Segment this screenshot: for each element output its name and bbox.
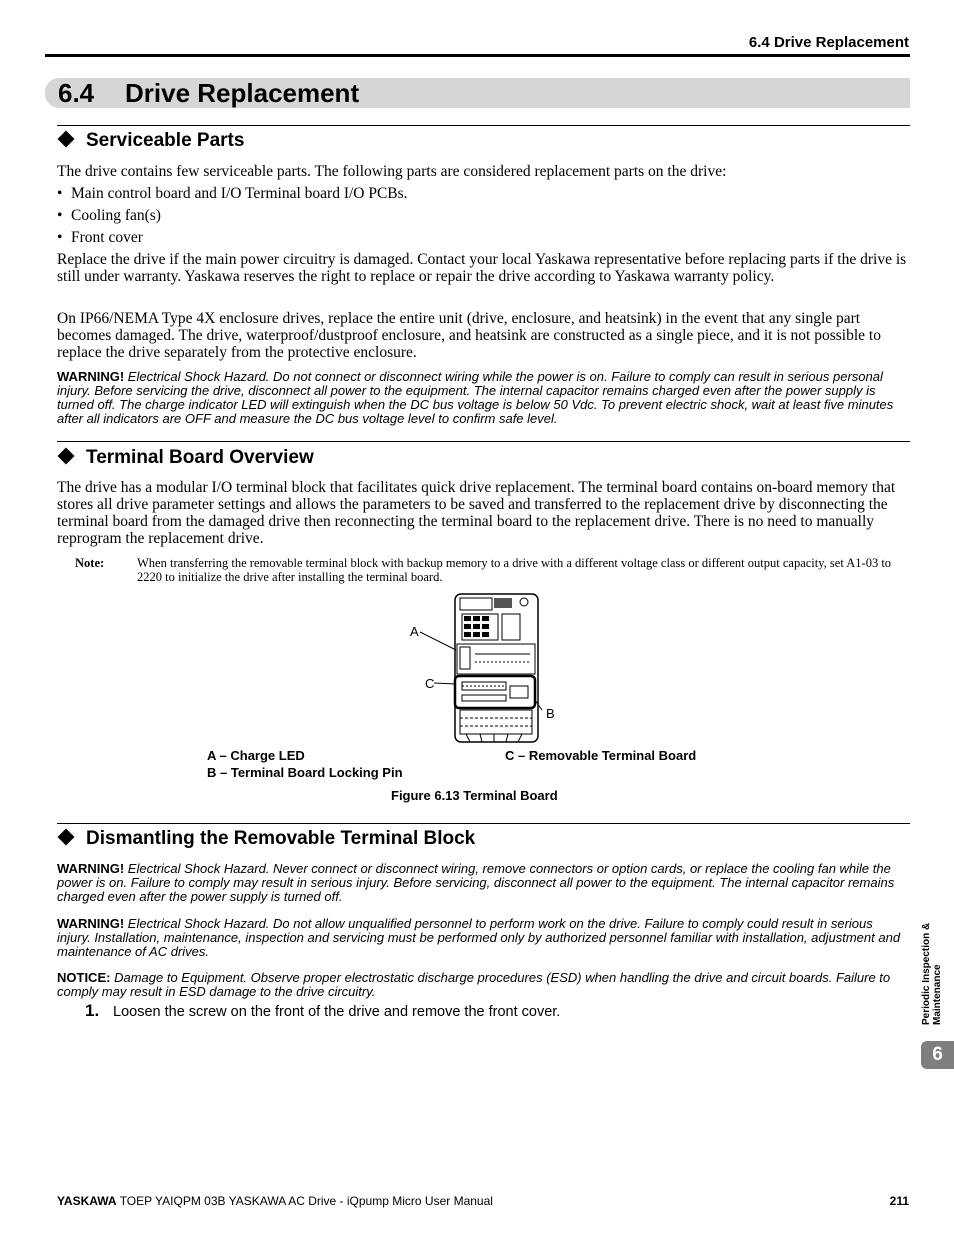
callout-c: C	[425, 676, 435, 691]
note-text: When transferring the removable terminal block with backup memory to a drive with a different voltage class or different output capacity, set A1-03 to 2220 to initialize the drive after installing the terminal board.	[137, 556, 892, 584]
section-title-text: Drive Replacement	[125, 78, 360, 108]
list-item: • Front cover	[57, 229, 143, 246]
subsection-heading-dismantling: Dismantling the Removable Terminal Block	[57, 827, 475, 851]
diamond-bullet-icon	[58, 829, 75, 846]
legend-removable-board: C – Removable Terminal Board	[505, 748, 697, 763]
section-title	[58, 78, 359, 108]
diamond-bullet-icon	[58, 131, 75, 148]
section-number: 6.4	[58, 78, 95, 108]
subsection-rule	[57, 125, 910, 126]
step-text: Loosen the screw on the front of the drive and remove the front cover.	[113, 1004, 561, 1020]
terminal-board-figure	[400, 592, 560, 747]
list-item: • Main control board and I/O Terminal board I/O PCBs.	[57, 185, 408, 202]
legend-charge-led: A – Charge LED	[207, 748, 305, 763]
diamond-bullet-icon	[58, 448, 75, 465]
warning-shock-2: WARNING! Electrical Shock Hazard. Never connect or disconnect wiring, remove connectors or option cards, or replace the cooling fan while the power is on. Failure to comply may result in serious injury. Before servicing, disconnect all power to the equipment. The internal capacitor remains charged even after the power supply is turned off.	[57, 861, 895, 904]
note-label: Note:	[75, 556, 105, 570]
list-item: • Cooling fan(s)	[57, 207, 161, 224]
chapter-tab: 6	[921, 1041, 954, 1069]
figure-caption: Figure 6.13 Terminal Board	[391, 788, 558, 803]
terminal-paragraph: The drive has a modular I/O terminal block that facilitates quick drive replacement. The terminal board contains on-board memory that stores all drive parameter settings and allows the parameters to be saved and transferred to the replacement drive by disconnecting the terminal board from the damaged drive then reconnecting the terminal board to the replacement drive. There is no need to manually reprogram the replacement drive.	[57, 479, 896, 547]
running-header: 6.4 Drive Replacement	[748, 34, 909, 51]
enclosure-paragraph: On IP66/NEMA Type 4X enclosure drives, replace the entire unit (drive, enclosure, and heatsink) in the event that any single part becomes damaged. The drive, waterproof/dustproof enclosure, and heatsink are constructed as a single piece, and it is not possible to replace the drive separately from the protective enclosure.	[57, 310, 881, 361]
warning-shock-3: WARNING! Electrical Shock Hazard. Do not allow unqualified personnel to perform work on the drive. Failure to comply could result in serious injury. Installation, maintenance, inspection and servicing must be performed only by authorized personnel familiar with installation, adjustment and maintenance of AC drives.	[57, 916, 901, 959]
serviceable-intro: The drive contains few serviceable parts. The following parts are considered replacement parts on the drive:	[57, 163, 727, 180]
footer-title: YASKAWA TOEP YAIQPM 03B YASKAWA AC Drive - iQpump Micro User Manual	[57, 1194, 493, 1208]
legend-locking-pin: B – Terminal Board Locking Pin	[207, 765, 403, 780]
callout-a: A	[410, 624, 419, 639]
side-tab-label: Periodic Inspection & Maintenance	[921, 922, 943, 1025]
warning-shock-1: WARNING! Electrical Shock Hazard. Do not connect or disconnect wiring while the power is on. Failure to comply can result in serious personal injury. Before servicing the drive, disconnect all power to the equipment. The internal capacitor remains charged even after the power supply is turned off. The charge indicator LED will extinguish when the DC bus voltage is below 50 Vdc. To prevent electric shock, wait at least five minutes after all indicators are OFF and measure the DC bus voltage level to confirm safe level.	[57, 369, 894, 426]
subsection-heading-terminal: Terminal Board Overview	[57, 446, 314, 470]
page-number: 211	[889, 1194, 909, 1208]
subsection-heading-serviceable: Serviceable Parts	[57, 129, 244, 153]
notice-esd: NOTICE: Damage to Equipment. Observe proper electrostatic discharge procedures (ESD) when handling the drive and circuit boards. Failure to comply may result in ESD damage to the drive circuitry.	[57, 970, 891, 999]
subsection-rule	[57, 823, 910, 824]
step-number: 1.	[85, 1001, 100, 1020]
replacement-paragraph: Replace the drive if the main power circuitry is damaged. Contact your local Yaskawa representative before replacing parts if the drive is still under warranty. Yaskawa reserves the right to replace or repair the drive according to Yaskawa warranty policy.	[57, 251, 907, 285]
header-rule	[45, 54, 910, 57]
callout-b: B	[546, 706, 555, 721]
subsection-rule	[57, 441, 910, 442]
